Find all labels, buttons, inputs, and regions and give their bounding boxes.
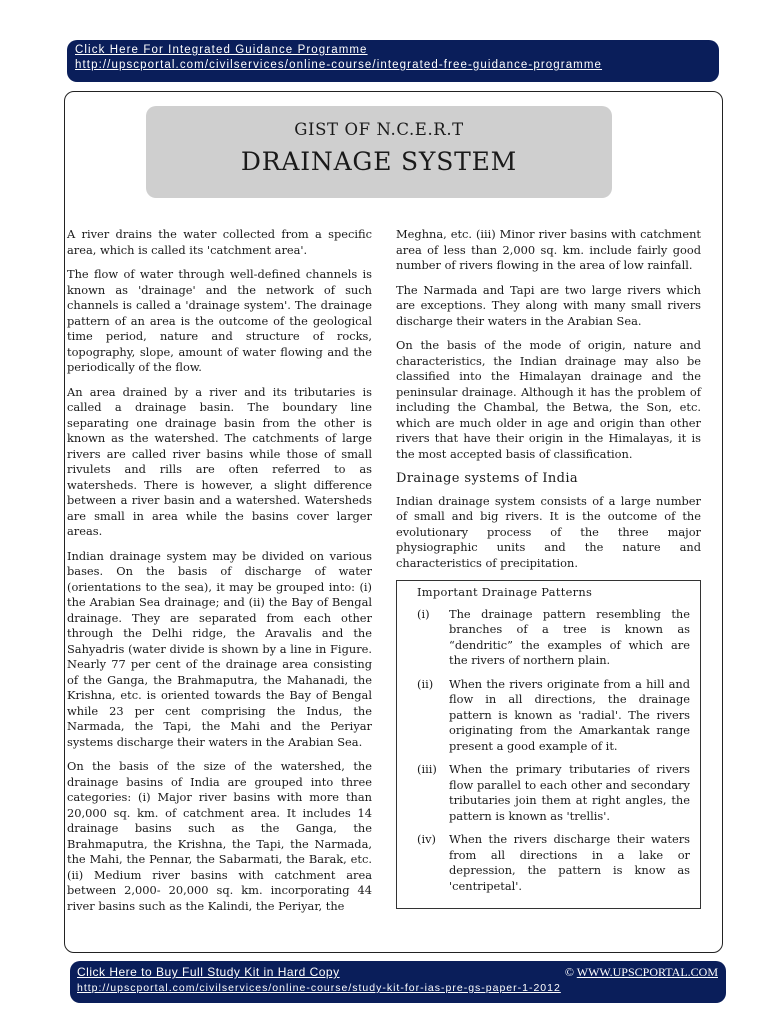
list-item-number: (iv) xyxy=(417,832,436,846)
list-item xyxy=(417,832,690,894)
right-column xyxy=(396,227,701,909)
list-item-number: (i) xyxy=(417,606,430,621)
list-item-text: When the rivers originate from a hill and flow in all directions, the drainage pattern is known as 'radial'. The rivers originating from the Amarkantak range present a good example of it. xyxy=(449,676,690,753)
drainage-patterns-box xyxy=(396,580,701,909)
patterns-box-title: Important Drainage Patterns xyxy=(417,585,593,599)
copyright-symbol: © xyxy=(564,965,574,979)
paragraph: Indian drainage system consists of a large number of small and big rivers. It is the outcome of the evolutionary process of the three major physiographic units and the nature and characteristics of precipitation. xyxy=(396,493,701,570)
paragraph: On the basis of the mode of origin, nature and characteristics, the Indian drainage may also be classified into the Himalayan drainage and the peninsular drainage. Although it has the problem of including the Chambal, the Betwa, the Son, etc. which are much older in age and origin than other rivers that have their origin in the Himalayas, it is the most accepted basis of classification. xyxy=(396,338,701,461)
list-item-text: When the primary tributaries of rivers flow parallel to each other and secondary tributaries join them at right angles, the pattern is known as 'trellis'. xyxy=(449,762,690,823)
footer-banner xyxy=(70,961,726,1003)
buy-study-kit-link[interactable]: Click Here to Buy Full Study Kit in Hard Copy xyxy=(77,965,340,979)
copyright-notice xyxy=(565,964,718,981)
list-item-text: The drainage pattern resembling the branches of a tree is known as “dendritic” the examples of which are the rivers of northern plain. xyxy=(449,606,690,667)
paragraph: Indian drainage system may be divided on various bases. On the basis of discharge of water (orientations to the sea), it may be grouped into: (i) the Arabian Sea drainage; and (ii) the Bay of Bengal drainage. They are separated from each other through the Delhi ridge, the Aravalis and the Sahyadris (water divide is shown by a line in Figure. Nearly 77 per cent of the drainage area consisting of the Ganga, the Brahmaputra, the Mahanadi, the Krishna, etc. is oriented towards the Bay of Bengal while 23 per cent comprising the Indus, the Narmada, the Tapi, the Mahi and the Periyar systems discharge their waters in the Arabian Sea. xyxy=(67,548,372,749)
paragraph: The Narmada and Tapi are two large rivers which are exceptions. They along with many small rivers discharge their waters in the Arabian Sea. xyxy=(396,282,701,328)
left-column xyxy=(67,227,372,923)
paragraph: On the basis of the size of the watershed, the drainage basins of India are grouped into three categories: (i) Major river basins with more than 20,000 sq. km. of catchment area. It includes 14 drainage basins such as the Ganga, the Brahmaputra, the Krishna, the Tapi, the Narmada, the Mahi, the Pennar, the Sabarmati, the Barak, etc. (ii) Medium river basins with catchment area between 2,000- 20,000 sq. km. incorporating 44 river basins such as the Kalindi, the Periyar, the xyxy=(67,759,372,913)
paragraph: An area drained by a river and its tributaries is called a drainage basin. The boundary line separating one drainage basin from the other is known as the watershed. The catchments of large rivers are called river basins while those of small rivulets and rills are often referred to as watersheds. There is however, a slight difference between a river basin and a watershed. Watersheds are small in area while the basins cover larger areas. xyxy=(67,384,372,538)
list-item xyxy=(417,677,690,755)
list-item-number: (ii) xyxy=(417,676,434,691)
page-subtitle: GIST OF N.C.E.R.T xyxy=(294,120,464,139)
study-kit-url-link[interactable]: http://upscportal.com/civilservices/online-course/study-kit-for-ias-pre-gs-paper-1-2012 xyxy=(77,982,561,994)
paragraph: Meghna, etc. (iii) Minor river basins with catchment area of less than 2,000 sq. km. include fairly good number of rivers flowing in the area of low rainfall. xyxy=(396,227,701,272)
header-banner xyxy=(67,40,719,82)
site-link[interactable]: WWW.UPSCPORTAL.COM xyxy=(576,965,718,979)
list-item xyxy=(417,607,690,669)
paragraph: A river drains the water collected from a specific area, which is called its 'catchment area'. xyxy=(67,227,372,257)
paragraph: The flow of water through well-defined channels is known as 'drainage' and the network of such channels is called a 'drainage system'. The drainage pattern of an area is the outcome of the geological time period, nature and structure of rocks, topography, slope, amount of water flowing and the periodically of the flow. xyxy=(67,267,372,374)
page-title: DRAINAGE SYSTEM xyxy=(240,147,518,176)
list-item xyxy=(417,762,690,824)
integrated-guidance-link[interactable]: Click Here For Integrated Guidance Programme xyxy=(75,44,368,56)
section-heading: Drainage systems of India xyxy=(396,471,579,486)
list-item-text: When the rivers discharge their waters from all directions in a lake or depression, the pattern is know as 'centripetal'. xyxy=(449,832,690,893)
title-box xyxy=(146,106,612,198)
integrated-guidance-url-link[interactable]: http://upscportal.com/civilservices/online-course/integrated-free-guidance-programme xyxy=(75,59,603,71)
list-item-number: (iii) xyxy=(417,762,437,776)
